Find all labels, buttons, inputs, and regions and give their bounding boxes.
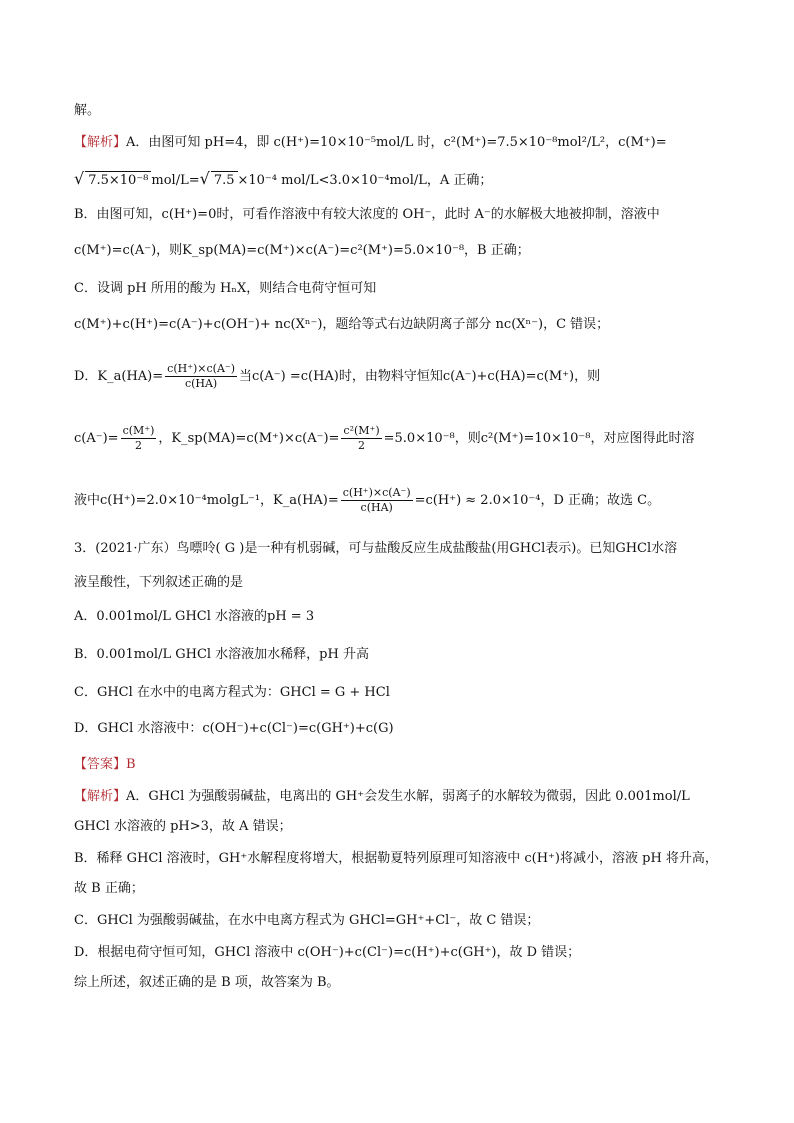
line-text: C．GHCl 为强酸弱碱盐，在水中电离方程式为 GHCl=GH⁺+Cl⁻，故 C 错误； [74, 913, 540, 928]
line-text: 当c(A⁻) =c(HA)时，由物料守恒知c(A⁻)+c(HA)=c(M⁺)，则 [239, 369, 601, 384]
line-text: GHCl 水溶液的 pH>3，故 A 错误； [74, 819, 292, 834]
line-text: c(A⁻)= [74, 431, 119, 446]
line-text: D．GHCl 水溶液中：c(OH⁻)+c(Cl⁻)=c(GH⁺)+c(G) [74, 721, 394, 736]
line-text: A．GHCl 为强酸弱碱盐，电离出的 GH⁺会发生水解，弱离子的水解较为微弱，因此 0.001mol/L [126, 789, 690, 804]
line-text: ×10⁻⁴ mol/L<3.0×10⁻⁴mol/L，A 正确； [237, 173, 493, 188]
fraction-numerator: c(H⁺)×c(A⁻) [342, 486, 411, 499]
option-a [74, 608, 314, 626]
fraction-line [74, 424, 694, 453]
analysis-line [74, 788, 690, 806]
line-text: 液呈酸性，下列叙述正确的是 [74, 575, 244, 590]
line-text: D．K_a(HA)= [74, 369, 164, 384]
sqrt-icon: √ [199, 169, 210, 188]
text-line [74, 280, 376, 298]
text-line [74, 850, 718, 868]
fraction-numerator: c(M⁺) [122, 424, 155, 437]
line-text: =5.0×10⁻⁸，则c²(M⁺)=10×10⁻⁸，对应图得此时溶 [383, 431, 695, 446]
line-text: 综上所述，叙述正确的是 B 项，故答案为 B。 [74, 975, 340, 990]
line-text: B．由图可知，c(H⁺)=0时，可看作溶液中有较大浓度的 OH⁻，此时 A⁻的水解极大地被抑制，溶液中 [74, 207, 660, 222]
line-text: A．由图可知 pH=4，即 c(H⁺)=10×10⁻⁵mol/L 时，c²(M⁺)=7.5×10⁻⁸mol²/L²，c(M⁺)= [126, 135, 667, 150]
text-line [74, 944, 580, 962]
text-line [74, 102, 100, 120]
line-text: B．0.001mol/L GHCl 水溶液加水稀释，pH 升高 [74, 647, 369, 662]
fraction-denominator: 2 [358, 439, 366, 452]
line-text: C．设调 pH 所用的酸为 HₙX，则结合电荷守恒可知 [74, 281, 377, 296]
sqrt-line [74, 170, 492, 190]
text-line [74, 818, 292, 836]
line-text: 故 B 正确； [74, 881, 144, 896]
text-line [74, 316, 609, 334]
fraction [341, 424, 381, 453]
line-text: c(M⁺)=c(A⁻)，则K_sp(MA)=c(M⁺)×c(A⁻)=c²(M⁺)=5.0×10⁻⁸，B 正确； [74, 243, 530, 258]
fraction [121, 424, 157, 453]
text-line [74, 912, 539, 930]
line-text: c(M⁺)+c(H⁺)=c(A⁻)+c(OH⁻)+ nc(Xⁿ⁻)，题给等式右边缺阴离子部分 nc(Xⁿ⁻)，C 错误； [74, 317, 610, 332]
answer-text: 【答案】B [74, 757, 136, 772]
question-stem [74, 540, 677, 558]
question-stem [74, 574, 243, 592]
text-line [74, 880, 144, 898]
text-line [74, 242, 530, 260]
line-text: mol/L= [151, 173, 200, 188]
line-text: 3．(2021·广东）鸟嘌呤( G )是一种有机弱碱，可与盐酸反应生成盐酸盐(用GHCl表示)。已知GHCl水溶 [74, 541, 678, 556]
sqrt-radicand: 7.5×10⁻⁸ [85, 171, 151, 190]
analysis-tag: 【解析】 [74, 789, 127, 804]
fraction-line [74, 362, 600, 391]
fraction-denominator: c(HA) [360, 501, 393, 514]
line-text: A．0.001mol/L GHCl 水溶液的pH = 3 [74, 609, 315, 624]
summary-line [74, 974, 340, 992]
option-d [74, 720, 394, 738]
fraction [165, 362, 237, 391]
analysis-tag: 【解析】 [74, 135, 127, 150]
fraction-denominator: 2 [134, 439, 142, 452]
option-c [74, 684, 390, 702]
line-text: D．根据电荷守恒可知，GHCl 溶液中 c(OH⁻)+c(Cl⁻)=c(H⁺)+c(GH⁺)，故 D 错误； [74, 945, 581, 960]
line-text: C．GHCl 在水中的电离方程式为：GHCl = G + HCl [74, 685, 390, 700]
sqrt-icon: √ [74, 169, 85, 188]
sqrt-radicand: 7.5 [211, 171, 238, 190]
fraction-line [74, 486, 660, 515]
line-text: ，K_sp(MA)=c(M⁺)×c(A⁻)= [158, 431, 340, 446]
text-line [74, 206, 660, 224]
fraction [341, 486, 413, 515]
line-text: 解。 [74, 103, 101, 118]
line-text: B．稀释 GHCl 溶液时，GH⁺水解程度将增大，根据勒夏特列原理可知溶液中 c(H⁺)将减小，溶液 pH 将升高， [74, 851, 718, 866]
fraction-denominator: c(HA) [184, 377, 218, 390]
fraction-numerator: c(H⁺)×c(A⁻) [167, 362, 236, 375]
line-text: =c(H⁺) ≈ 2.0×10⁻⁴，D 正确；故选 C。 [414, 493, 661, 508]
answer-line [74, 756, 136, 774]
option-b [74, 646, 369, 664]
line-text: 液中c(H⁺)=2.0×10⁻⁴molgL⁻¹，K_a(HA)= [74, 493, 339, 508]
analysis-line [74, 134, 667, 152]
fraction-numerator: c²(M⁺) [343, 424, 380, 437]
